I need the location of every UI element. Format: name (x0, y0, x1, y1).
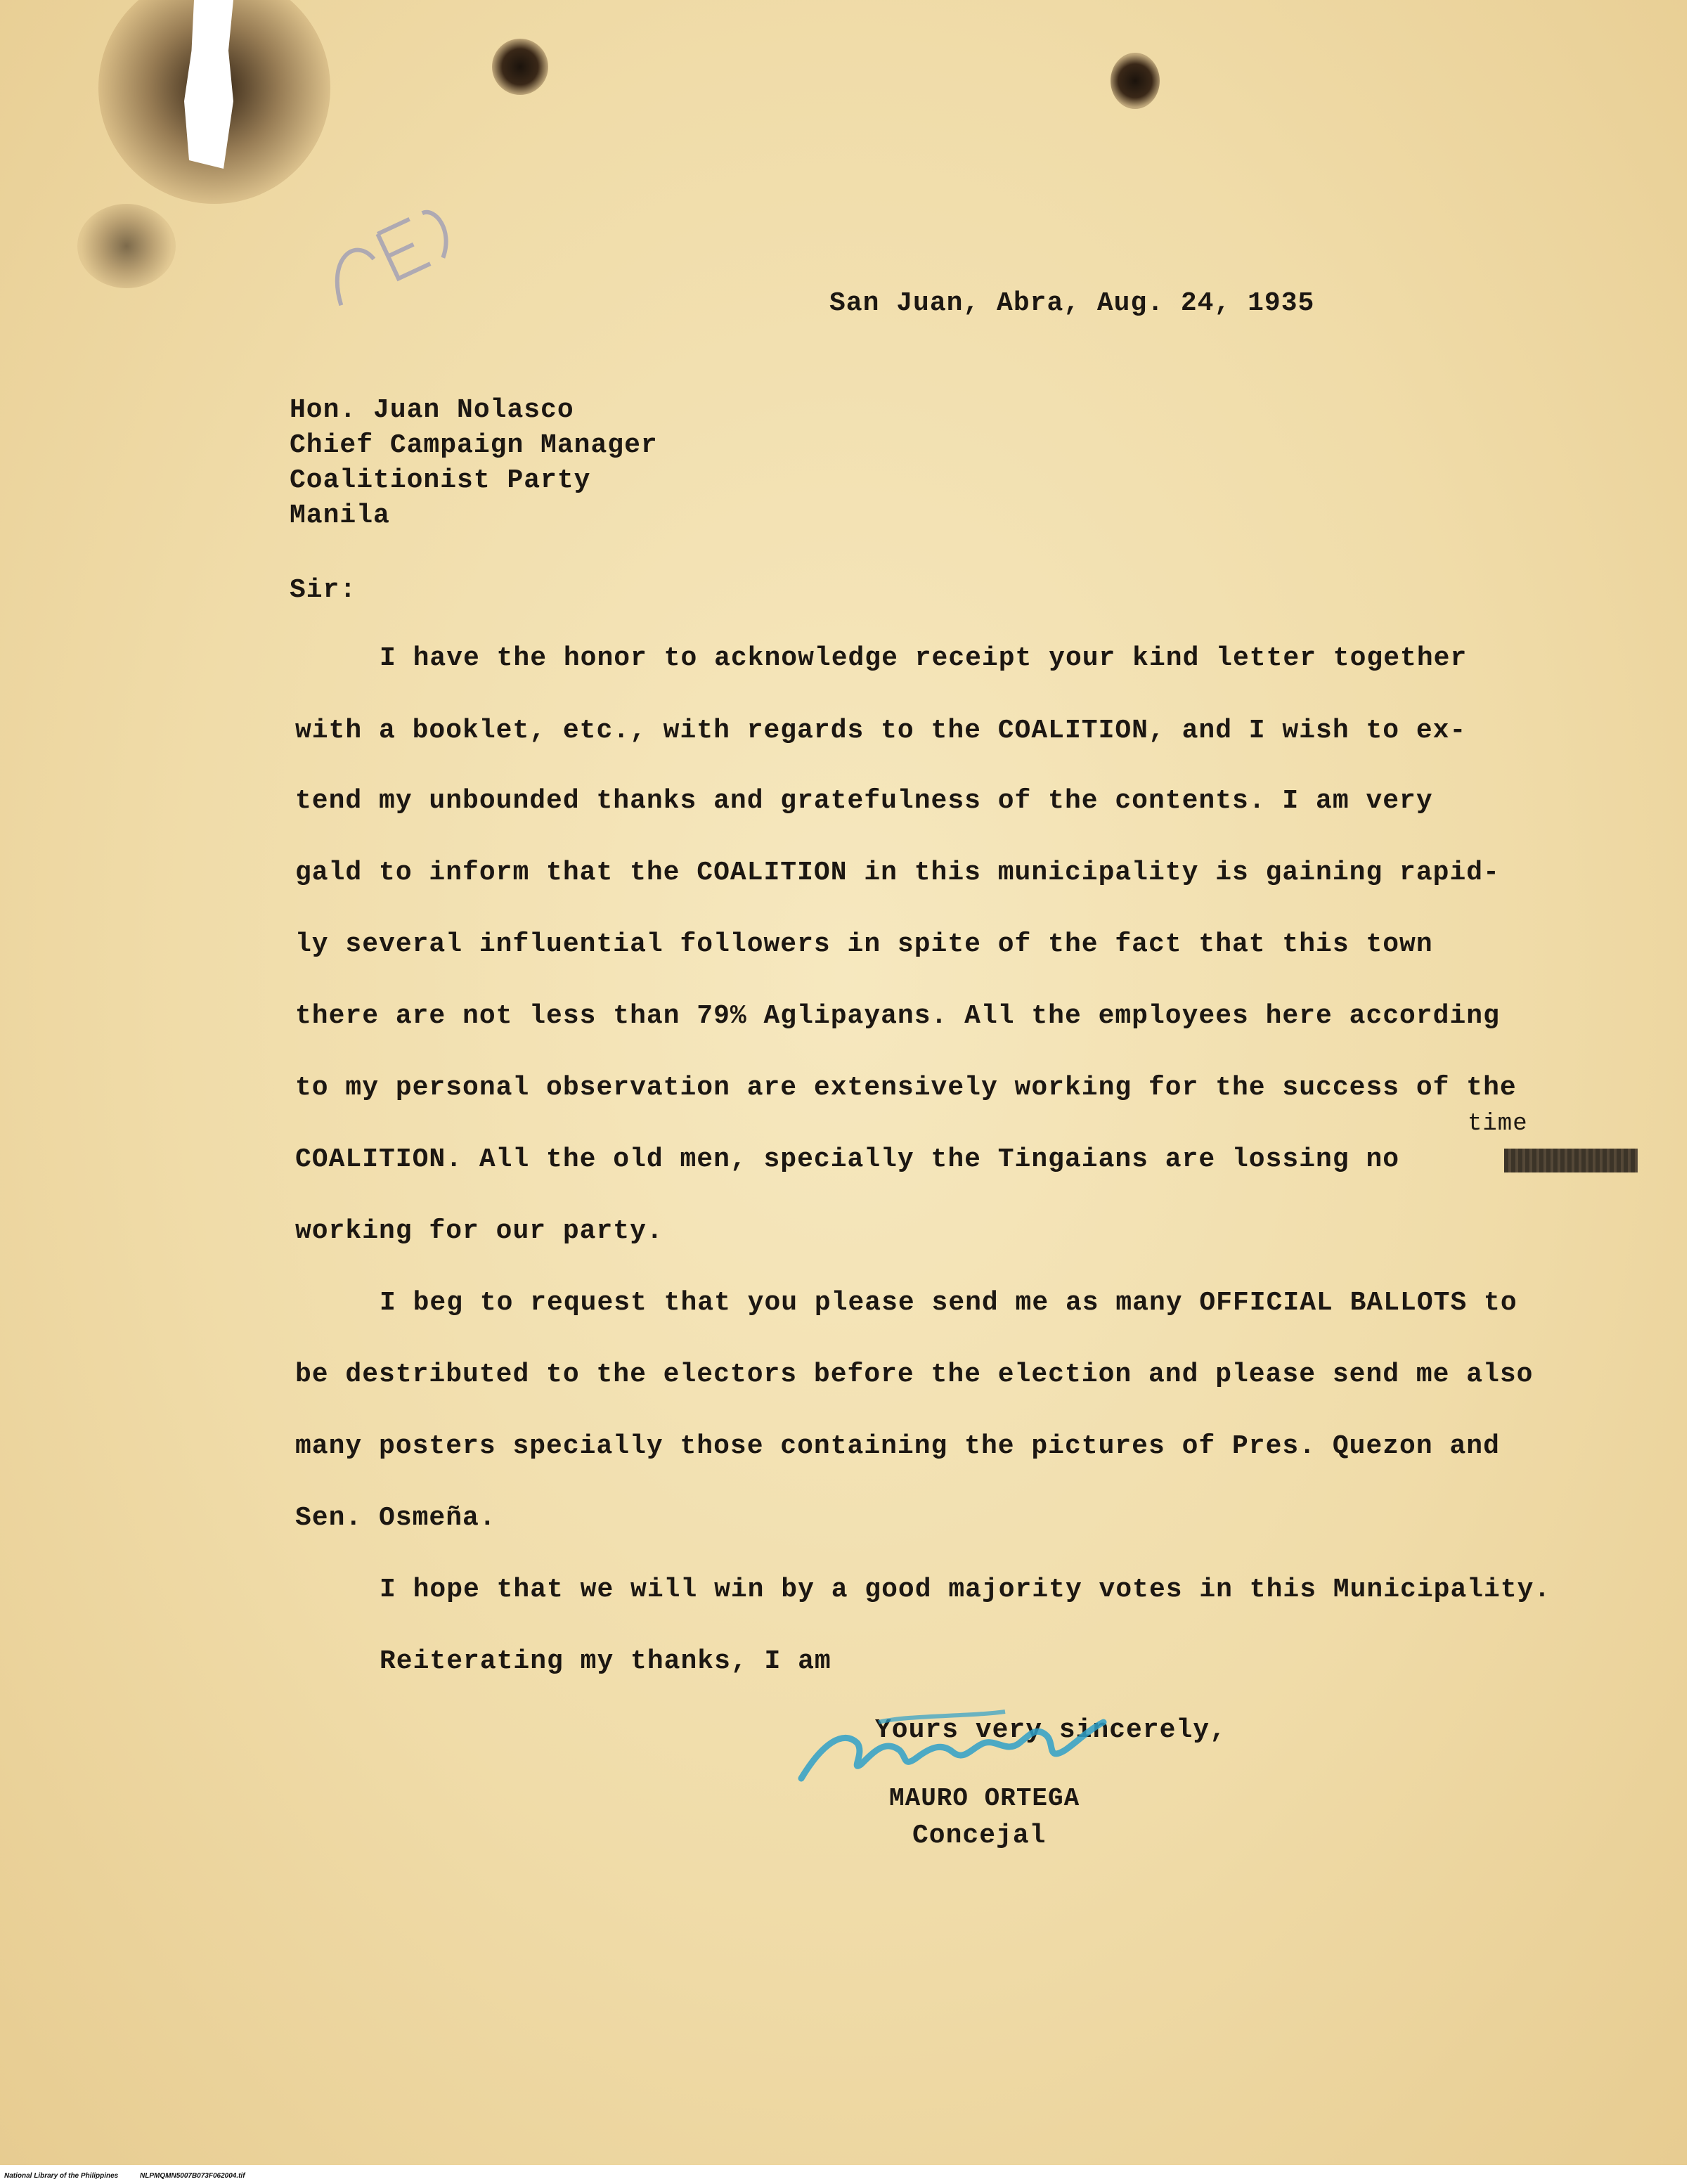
body-line: working for our party. (295, 1216, 663, 1246)
body-line: ly several influential followers in spite of the fact that this town (295, 929, 1433, 959)
body-line: to my personal observation are extensively working for the success of the (295, 1073, 1517, 1103)
footer-file-id: NLPMQMN5007B073F062004.tif (140, 2172, 245, 2180)
body-line: with a booklet, etc., with regards to the COALITION, and I wish to ex- (295, 716, 1467, 746)
body-line: tend my unbounded thanks and gratefulness of the contents. I am very (295, 786, 1433, 816)
body-line: gald to inform that the COALITION in this municipality is gaining rapid- (295, 858, 1500, 888)
signer-title: Concejal (912, 1821, 1047, 1851)
faded-stamp (296, 176, 478, 330)
addressee-line: Coalitionist Party (290, 465, 591, 496)
scan-margin (0, 2165, 1696, 2184)
body-line: COALITION. All the old men, specially the Tingaians are lossing no (295, 1144, 1400, 1175)
body-line: there are not less than 79% Aglipayans. All the employees here according (295, 1001, 1500, 1031)
body-line: I beg to request that you please send me as many OFFICIAL BALLOTS to (380, 1288, 1517, 1318)
closing: Yours very sincerely, (875, 1715, 1226, 1745)
salutation: Sir: (290, 575, 357, 605)
body-line: I have the honor to acknowledge receipt your kind letter together (380, 643, 1468, 673)
addressee-line: Hon. Juan Nolasco (290, 395, 574, 425)
body-line: be destributed to the electors before the election and please send me also (295, 1359, 1534, 1390)
scan-footer (4, 2172, 245, 2180)
addressee-line: Manila (290, 500, 390, 531)
body-line: I hope that we will win by a good majority votes in this Municipality. (380, 1575, 1551, 1605)
signer-name: MAURO ORTEGA (889, 1784, 1080, 1813)
body-line: Reiterating my thanks, I am (380, 1646, 831, 1676)
punch-hole (492, 39, 548, 95)
footer-institution: National Library of the Philippines (4, 2172, 119, 2180)
body-line: Sen. Osmeña. (295, 1503, 496, 1533)
strikeout-mark (1504, 1149, 1638, 1172)
dateline: San Juan, Abra, Aug. 24, 1935 (829, 288, 1315, 318)
punch-hole (1111, 53, 1160, 109)
handwritten-signature (794, 1701, 1125, 1792)
burn-mark (77, 204, 176, 288)
insertion-word: time (1468, 1111, 1528, 1137)
body-line: many posters specially those containing the pictures of Pres. Quezon and (295, 1431, 1500, 1461)
addressee-line: Chief Campaign Manager (290, 430, 658, 460)
